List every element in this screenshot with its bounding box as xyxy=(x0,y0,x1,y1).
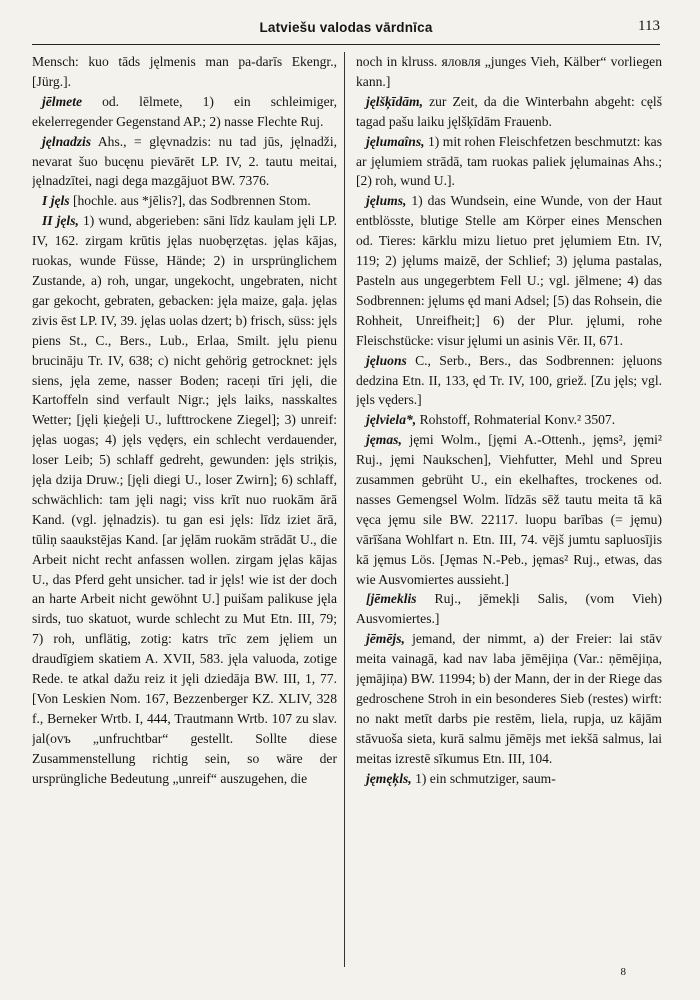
entry-text: 1) wund, abgerieben: sāni līdz kaulam jęli LP. IV, 162. zirgam krūtis jęlas nuobęrzętas. jęlas kājas, ruokas, wunde Füsse, Hände; 2) in ursprünglichem Zustande, a) roh, ungar, ungekocht, ungebraten, nicht gar gekocht, gebraten, gebacken: jęla maize, gaļa. jęlas zivis ēst LP. IV, 39. jęlas uolas dzert; b) frisch, süss: jęls piens St., C., Bers., Lub., Erlaa, Smilt. jęlu pienu brucināju Tr. IV, 638; c) nicht gehörig getrocknet: jęls siens, jęla zeme, nasser Boden; raceņi tīri jęli, die Kartoffeln sind verfault Nigr.; jęls laiks, nasskaltes Wetter; [jęli ķieģeļi U., lufttrockene Ziegel]; 3) unreif: jęlas uogas; 4) jęls vędęrs, ein schlecht verdauender, loser Leib; 5) schlaff gedreht, gewunden: jęls striķis, jęla dzija Druw.; [jęli diegi U., loser Zwirn]; 6) schlaff, schwächlich: tam jęli nagi; viss krīt nuo ruokām ārā Kand. (vgl. jęlnadzis). tu gan esi jęls: līdz iziet ārā, tūliņ saaukstējas Kand. [ar jęlām ruokām strādāt U., die Arbeit nicht recht anfassen wollen. zirgam jęlas kājas U., das Pferd geht unsicher. tad ir jęls! wie ist der doch an harte Arbeit nicht gewöhnt U.] puišam palikuse jęla sirds, tuo skatuot, wurde schlecht zu Mut Etn. III, 79; 7) roh, unflätig, zotig: katrs trīc zem jęliem un draudīgiem skatiem A. XVII, 583. jęla valuoda, zotige Rede. te atkal dažu reiz it jęli dziedāja BW. III, 1, 77. [Von Leskien Nom. 167, Bezzenberger KZ. XLIV, 328 f., Berneker Wrtb. I, 444, Trautmann Wrtb. 107 zu slav. jal(ovъ „unfruchtbar“ gestellt. Sollte diese Zusammenstellung richtig sein, so wäre der ursprüngliche Bedeutung „unreif“ auszugehen, die xyxy=(32,213,337,786)
dictionary-entry xyxy=(32,211,337,788)
entry-text: [hochle. aus *jēlis?], das Sodbrennen Stom. xyxy=(69,193,311,209)
dictionary-entry xyxy=(32,191,337,211)
dictionary-entry xyxy=(32,52,337,92)
entry-headword: jēlmete xyxy=(42,93,83,109)
entry-headword: jęlviela*, xyxy=(366,412,417,428)
running-title: Latviešu valodas vārdnīca xyxy=(259,20,433,35)
entry-text: 1) ein schmutziger, saum- xyxy=(411,770,556,786)
entry-headword: jęmas, xyxy=(366,432,402,448)
dictionary-entry xyxy=(356,430,662,589)
dictionary-entry xyxy=(356,52,662,92)
dictionary-entry xyxy=(32,132,337,192)
entry-headword: [jēmeklis xyxy=(366,591,417,607)
right-column xyxy=(356,52,662,972)
entry-text: Rohstoff, Rohmaterial Konv.² 3507. xyxy=(416,412,616,428)
entry-text: Ruj., jēmekļi Salis, (vom Vieh) Ausvomiertes.] xyxy=(356,591,662,627)
entry-text: zur Zeit, da die Winterbahn abgeht: cęlš tagad pašu laiku jęlšķīdām Frauenb. xyxy=(356,93,662,129)
left-column xyxy=(32,52,337,972)
column-divider xyxy=(344,52,345,967)
entry-headword: jęlumaîns, xyxy=(366,133,425,149)
entry-headword: jęluons xyxy=(366,352,407,368)
entry-headword: jęlnadzis xyxy=(42,133,92,149)
entry-headword: jęmęķls, xyxy=(366,770,412,786)
entry-headword: jęlšķīdām, xyxy=(366,93,424,109)
entry-headword: jęlums, xyxy=(366,193,407,209)
dictionary-entry xyxy=(356,351,662,411)
entry-text: Mensch: kuo tāds jęlmenis man pa-darīs Ekengr., [Jürg.]. xyxy=(32,54,337,89)
dictionary-entry xyxy=(356,589,662,629)
entry-headword: jēmējs, xyxy=(366,631,405,647)
page-header xyxy=(32,14,660,45)
entry-text: 1) mit rohen Fleischfetzen beschmutzt: kas ar jęlumiem strādā, tam ruokas paliek jęlumainas Ahs.; [2) roh, wund U.]. xyxy=(356,133,662,189)
entry-text: jęmi Wolm., [jęmi A.-Ottenh., jęms², jęmi² Ruj., jęmi Naukschen], Viehfutter, Mehl und Spreu zusammen gebrüht U., ein ekelhaftes, trockenes od. nasses Gemengsel Wolm. līdzās sēž tautu meita tā kā vęca jęmu sile BW. 22117. luopu barības (= jęmu) vārīšana Wohlfart n. Etn. III, 74. vējš jumtu sapluosījis kā jęmus Lös. [Jęmas N.-Peb., jęmas² Ruj., etwas, das wie Ausvomiertes aussieht.] xyxy=(356,432,662,587)
entry-headword: II jęls, xyxy=(42,213,79,229)
entry-text: 1) das Wundsein, eine Wunde, von der Haut entblösste, blutige Stelle am Körper eines Menschen od. Tieres: kārklu mizu lietuo pret jęlumiem Etn. IV, 119; 2) jęlums maizē, der Schlief; 3) jęluma pastalas, Pasteln aus ungegerbtem Fell U.; vgl. jēlmene; 4) das Sodbrennen: jęlums ęd mani Adsel; [5) das Rohsein, die Rohheit, Unreifheit;] 6) der Plur. jęlumi, rohe Fleischstücke: visur jęlumi un asinis Vēr. II, 671. xyxy=(356,193,662,348)
dictionary-entry xyxy=(356,132,662,192)
entry-text: Ahs., = glęvnadzis: nu tad jūs, jęlnadži, nevarat šuo bucęnu pievārēt LP. IV, 2. tautu meitai, jęlnadzītei, nagi dega mazgājuot BW. 7376. xyxy=(32,133,337,189)
dictionary-entry xyxy=(32,92,337,132)
entry-text: jemand, der nimmt, a) der Freier: lai stāv meita vainagā, kad nav laba jēmējiņa (Var.: ņēmējiņa, jęmājiņa) BW. 11994; b) der Mann, der in der Riege das gedroschene Stroh in ein besonderes Sieb (restes) wirft: no nakt metīt darbs pie restēm, liela, rupja, uz kājām stāvuoša sieta, kurā salmu jēmējs met iekšā salmus, lai meitas izrestē sīkumus Etn. III, 104. xyxy=(356,631,662,766)
dictionary-entry xyxy=(356,410,662,430)
dictionary-entry xyxy=(356,629,662,768)
entry-headword: I jęls xyxy=(42,193,70,209)
dictionary-entry xyxy=(356,92,662,132)
entry-text: C., Serb., Bers., das Sodbrennen: jęluons dedzina Etn. II, 133, ęd Tr. IV, 100, griež. [Zu jęls; vgl. jęls vęders.] xyxy=(356,352,662,408)
dictionary-entry xyxy=(356,191,662,350)
entry-text: noch in klruss. яловля „junges Vieh, Kälber“ vorliegen kann.] xyxy=(356,54,662,89)
dictionary-entry xyxy=(356,769,662,789)
page-number: 113 xyxy=(638,18,660,34)
printer-signature-mark: 8 xyxy=(620,966,626,978)
entry-text: od. lēlmete, 1) ein schleimiger, ekelerregender Gegenstand AP.; 2) nasse Flechte Ruj. xyxy=(32,93,337,129)
